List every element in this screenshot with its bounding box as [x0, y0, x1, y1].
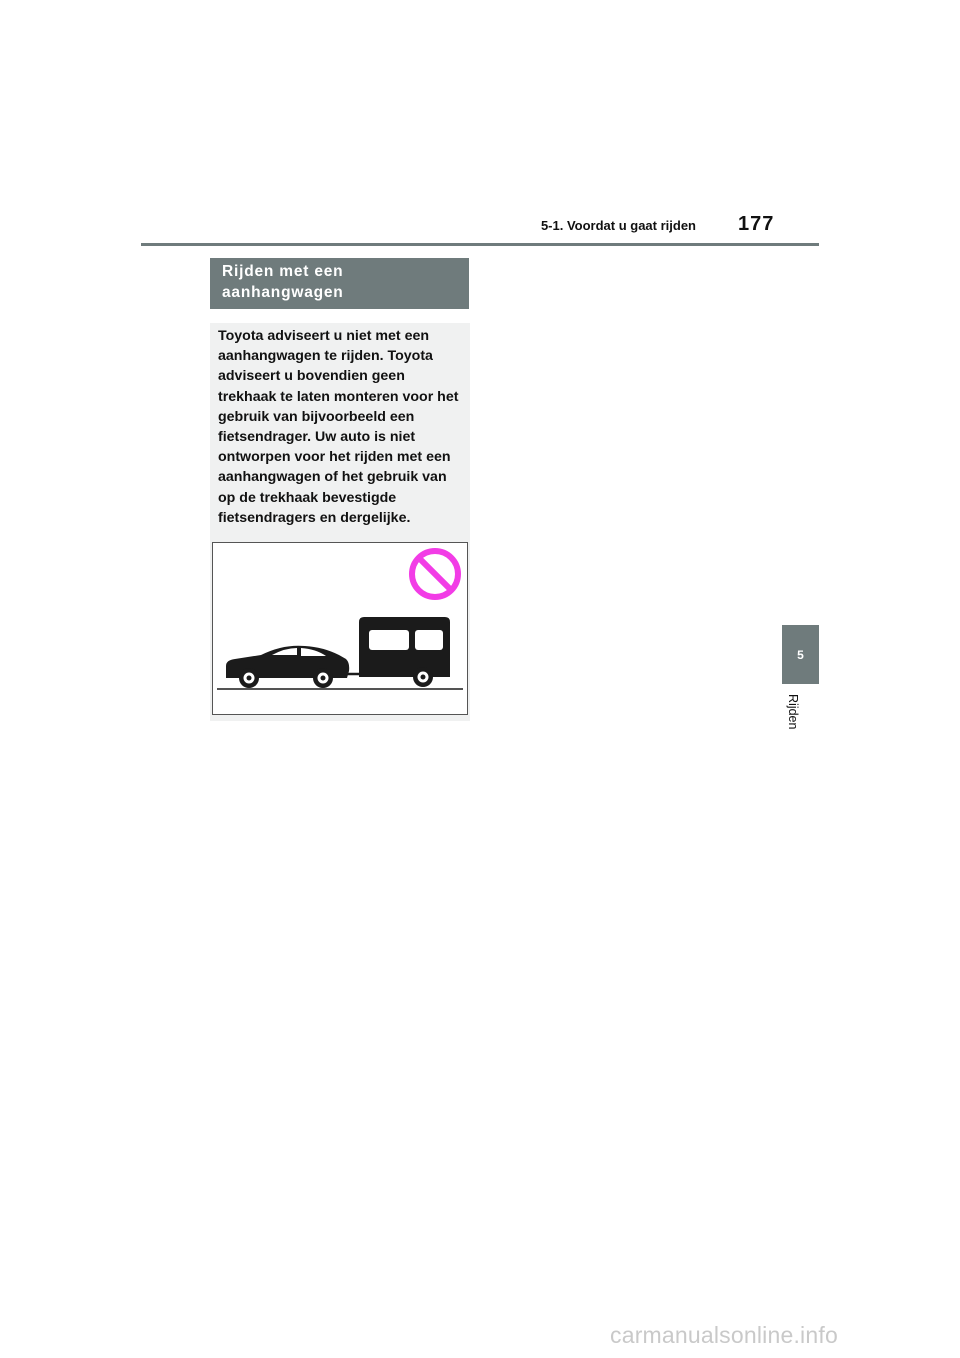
- section-title-box: [210, 258, 469, 309]
- running-header-section: 5-1. Voordat u gaat rijden: [540, 218, 696, 233]
- page-number: 177: [738, 213, 775, 235]
- car-icon: [226, 646, 349, 688]
- illustration-svg: [213, 543, 467, 714]
- towing-illustration: [212, 542, 468, 715]
- chapter-tab: [782, 625, 819, 684]
- chapter-label: Rijden: [786, 694, 800, 730]
- caravan-trailer-icon: [343, 617, 450, 687]
- chapter-number: 5: [797, 647, 804, 662]
- body-text: Toyota adviseert u niet met een aanhangwagen te rijden. Toyota adviseert u bovendien geen trekhaak te laten monteren voor het gebruik van bijvoorbeeld een fietsendrager. Uw auto is niet ontworpen voor het rijden met een aanhangwagen of het gebruik van op de trekhaak bevestigde fietsendragers en dergelijke.: [218, 328, 459, 526]
- watermark: carmanualsonline.info: [610, 1322, 838, 1348]
- header-divider: [141, 243, 819, 246]
- section-title: Rijden met een aanhangwagen: [222, 263, 344, 301]
- prohibition-icon: [412, 551, 458, 597]
